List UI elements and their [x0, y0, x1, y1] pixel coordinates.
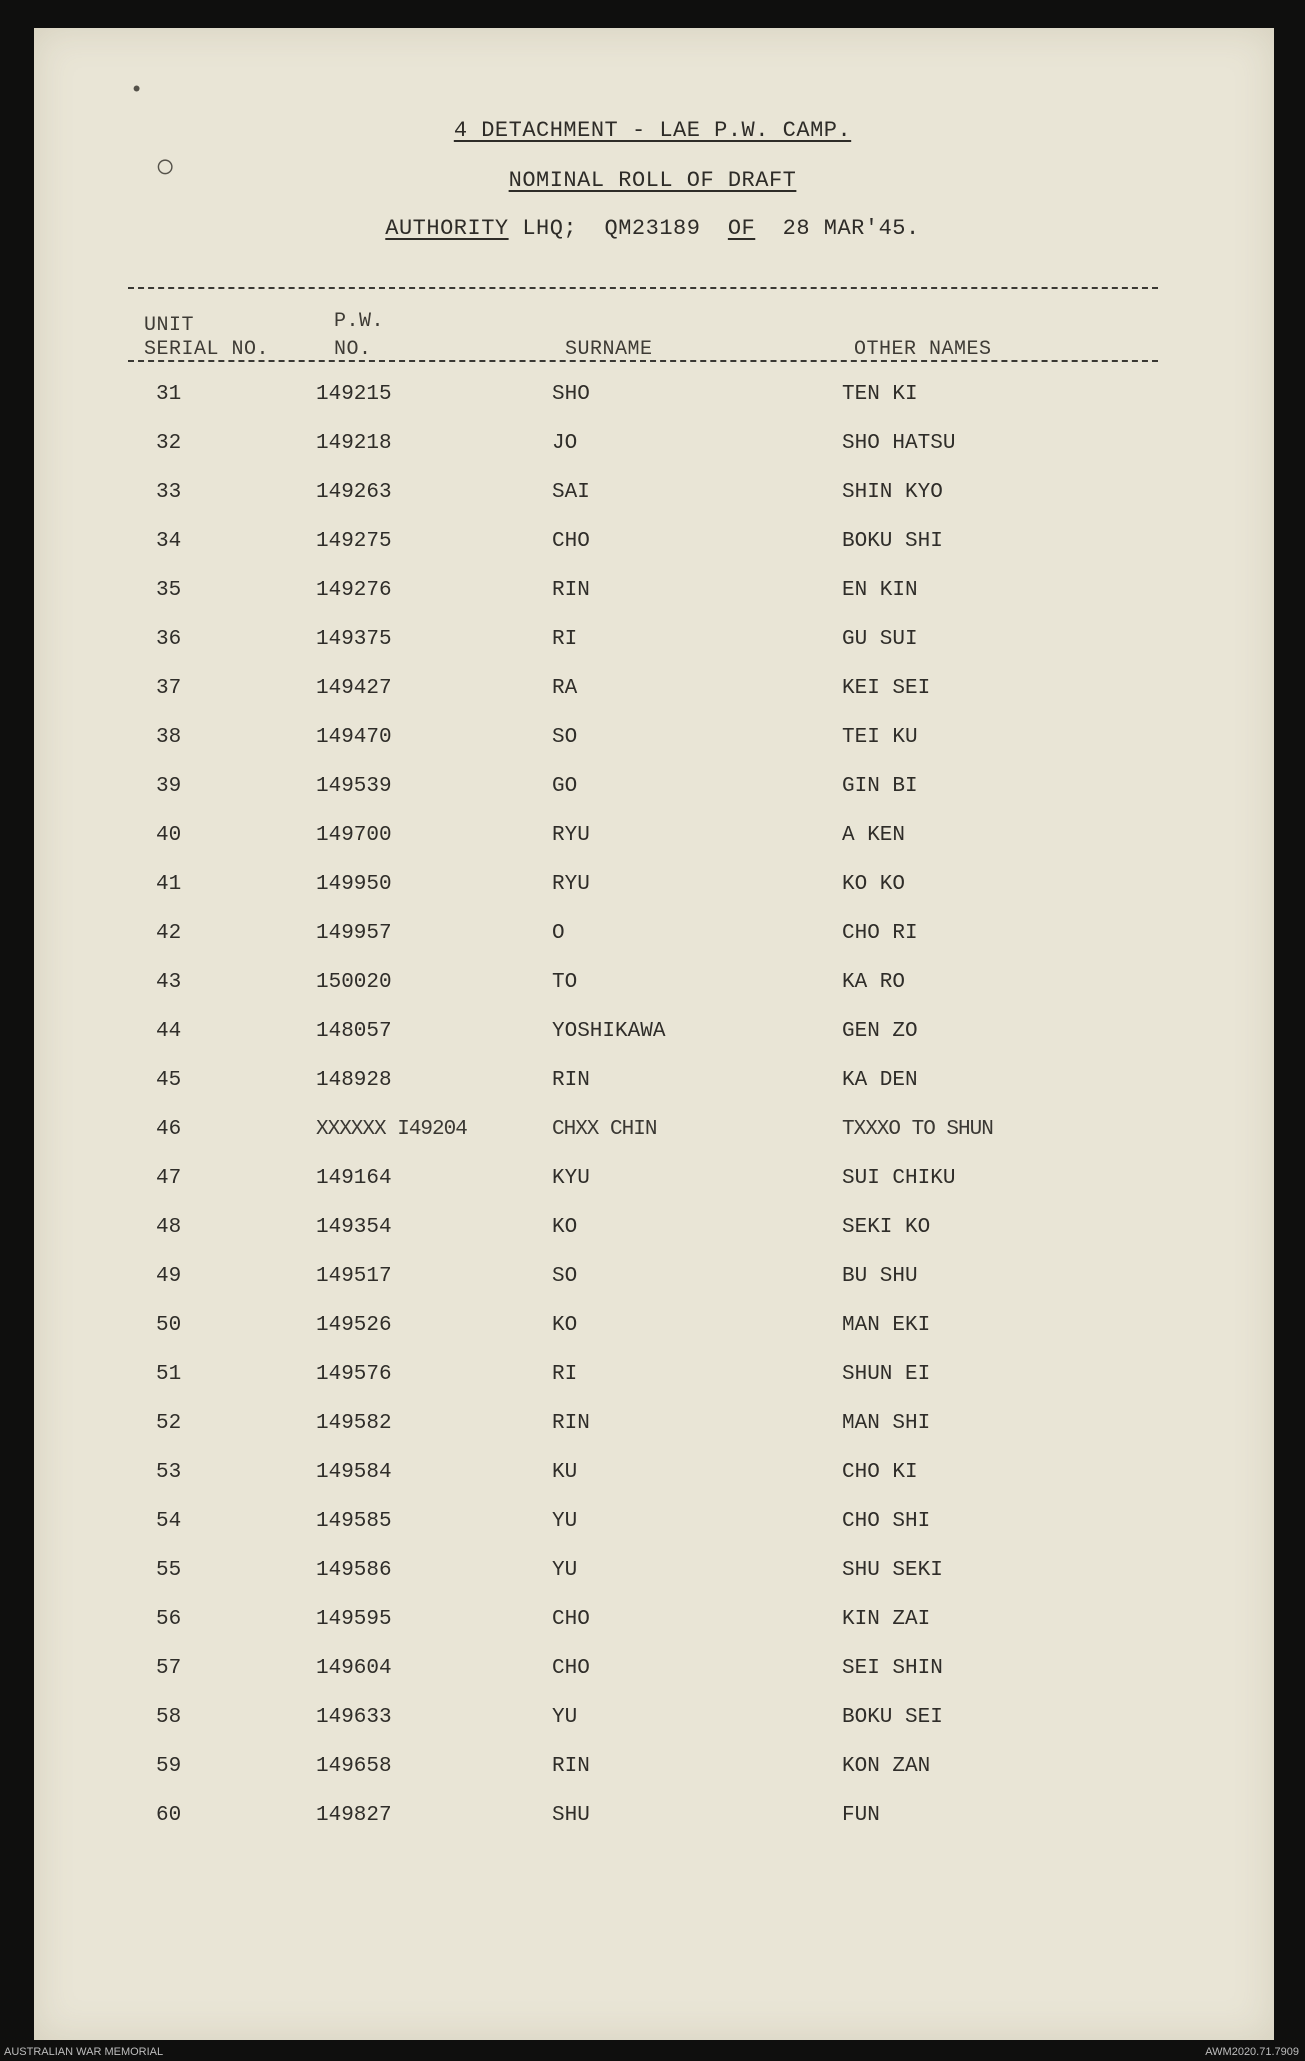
pw-number-cell: 148057 — [316, 1020, 392, 1043]
pw-number-cell: 149218 — [316, 432, 392, 455]
other-names-cell: SUI CHIKU — [842, 1167, 956, 1190]
other-names-cell: CHO KI — [842, 1461, 918, 1484]
other-names-cell: BU SHU — [842, 1265, 918, 1288]
table-row — [0, 1118, 1305, 1167]
unit-serial-cell: 60 — [156, 1804, 182, 1827]
pw-number-cell: 149576 — [316, 1363, 392, 1386]
unit-serial-cell: 56 — [156, 1608, 182, 1631]
pw-number-cell: XXXXXX I49204 — [316, 1118, 467, 1141]
table-row — [0, 1706, 1305, 1755]
other-names-cell: SHU SEKI — [842, 1559, 943, 1582]
surname-cell: CHXX CHIN — [552, 1118, 657, 1141]
pw-number-cell: 149585 — [316, 1510, 392, 1533]
surname-cell: KO — [552, 1314, 578, 1337]
pin-mark: • — [130, 78, 144, 103]
pw-number-cell: 149957 — [316, 922, 392, 945]
other-names-cell: CHO SHI — [842, 1510, 931, 1533]
other-names-cell: A KEN — [842, 824, 906, 847]
pw-number-cell: 149164 — [316, 1167, 392, 1190]
pw-number-cell: 149700 — [316, 824, 392, 847]
table-row — [0, 1363, 1305, 1412]
unit-serial-cell: 33 — [156, 481, 182, 504]
surname-cell: KU — [552, 1461, 578, 1484]
col-header-unit-1: UNIT — [144, 314, 195, 337]
punch-hole-mark: ○ — [155, 150, 176, 188]
col-header-unit-2: SERIAL NO. — [144, 338, 270, 361]
other-names-cell: KEI SEI — [842, 677, 931, 700]
pw-number-cell: 149263 — [316, 481, 392, 504]
table-row — [0, 1216, 1305, 1265]
surname-cell: CHO — [552, 530, 590, 553]
table-row — [0, 726, 1305, 775]
surname-cell: RIN — [552, 1069, 590, 1092]
unit-serial-cell: 50 — [156, 1314, 182, 1337]
surname-cell: CHO — [552, 1608, 590, 1631]
pw-number-cell: 149595 — [316, 1608, 392, 1631]
surname-cell: RI — [552, 1363, 578, 1386]
pw-number-cell: 149633 — [316, 1706, 392, 1729]
pw-number-cell: 148928 — [316, 1069, 392, 1092]
unit-serial-cell: 55 — [156, 1559, 182, 1582]
surname-cell: YOSHIKAWA — [552, 1020, 666, 1043]
unit-serial-cell: 35 — [156, 579, 182, 602]
other-names-cell: GEN ZO — [842, 1020, 918, 1043]
surname-cell: TO — [552, 971, 578, 994]
document-subtitle: NOMINAL ROLL OF DRAFT — [508, 168, 797, 193]
other-names-cell: GU SUI — [842, 628, 918, 651]
unit-serial-cell: 31 — [156, 383, 182, 406]
unit-serial-cell: 43 — [156, 971, 182, 994]
other-names-cell: BOKU SHI — [842, 530, 943, 553]
table-row — [0, 1461, 1305, 1510]
unit-serial-cell: 41 — [156, 873, 182, 896]
unit-serial-cell: 44 — [156, 1020, 182, 1043]
other-names-cell: SHO HATSU — [842, 432, 956, 455]
table-row — [0, 1412, 1305, 1461]
table-row — [0, 383, 1305, 432]
surname-cell: O — [552, 922, 565, 945]
pw-number-cell: 149582 — [316, 1412, 392, 1435]
pw-number-cell: 149275 — [316, 530, 392, 553]
other-names-cell: SEI SHIN — [842, 1657, 943, 1680]
table-row — [0, 1608, 1305, 1657]
pw-number-cell: 149539 — [316, 775, 392, 798]
unit-serial-cell: 42 — [156, 922, 182, 945]
unit-serial-cell: 34 — [156, 530, 182, 553]
other-names-cell: SEKI KO — [842, 1216, 931, 1239]
pw-number-cell: 149586 — [316, 1559, 392, 1582]
table-row — [0, 1020, 1305, 1069]
other-names-cell: KO KO — [842, 873, 906, 896]
header-divider — [128, 287, 1158, 289]
pw-number-cell: 149215 — [316, 383, 392, 406]
authority-line — [0, 216, 1305, 241]
table-row — [0, 1314, 1305, 1363]
pw-number-cell: 149658 — [316, 1755, 392, 1778]
other-names-cell: MAN EKI — [842, 1314, 931, 1337]
authority-text: LHQ; — [522, 216, 578, 241]
unit-serial-cell: 54 — [156, 1510, 182, 1533]
other-names-cell: SHIN KYO — [842, 481, 943, 504]
pw-number-cell: 149827 — [316, 1804, 392, 1827]
pw-number-cell: 149375 — [316, 628, 392, 651]
unit-serial-cell: 47 — [156, 1167, 182, 1190]
authority-of: OF — [727, 216, 756, 241]
table-row — [0, 579, 1305, 628]
surname-cell: JO — [552, 432, 578, 455]
footer-accession: AWM2020.71.7909 — [1205, 2046, 1299, 2058]
table-row — [0, 628, 1305, 677]
surname-cell: SHU — [552, 1804, 590, 1827]
pw-number-cell: 150020 — [316, 971, 392, 994]
pw-number-cell: 149470 — [316, 726, 392, 749]
unit-serial-cell: 39 — [156, 775, 182, 798]
table-row — [0, 775, 1305, 824]
table-row — [0, 922, 1305, 971]
other-names-cell: GIN BI — [842, 775, 918, 798]
pw-number-cell: 149604 — [316, 1657, 392, 1680]
table-row — [0, 1657, 1305, 1706]
other-names-cell: MAN SHI — [842, 1412, 931, 1435]
col-header-other-names: OTHER NAMES — [854, 338, 992, 361]
table-row — [0, 824, 1305, 873]
pw-number-cell: 149584 — [316, 1461, 392, 1484]
table-row — [0, 432, 1305, 481]
surname-cell: RA — [552, 677, 578, 700]
surname-cell: RIN — [552, 579, 590, 602]
table-row — [0, 481, 1305, 530]
other-names-cell: KA DEN — [842, 1069, 918, 1092]
table-row — [0, 1755, 1305, 1804]
col-header-pw-2: NO. — [334, 338, 372, 361]
table-row — [0, 1167, 1305, 1216]
surname-cell: SHO — [552, 383, 590, 406]
table-row — [0, 1804, 1305, 1853]
other-names-cell: BOKU SEI — [842, 1706, 943, 1729]
surname-cell: SAI — [552, 481, 590, 504]
surname-cell: KO — [552, 1216, 578, 1239]
table-row — [0, 1559, 1305, 1608]
unit-serial-cell: 49 — [156, 1265, 182, 1288]
pw-number-cell: 149517 — [316, 1265, 392, 1288]
unit-serial-cell: 48 — [156, 1216, 182, 1239]
surname-cell: YU — [552, 1706, 578, 1729]
table-row — [0, 1069, 1305, 1118]
authority-label: AUTHORITY — [385, 216, 509, 241]
unit-serial-cell: 37 — [156, 677, 182, 700]
surname-cell: RIN — [552, 1755, 590, 1778]
col-header-pw-1: P.W. — [334, 310, 385, 333]
unit-serial-cell: 52 — [156, 1412, 182, 1435]
unit-serial-cell: 38 — [156, 726, 182, 749]
table-row — [0, 971, 1305, 1020]
nominal-roll-table — [0, 383, 1305, 1853]
unit-serial-cell: 36 — [156, 628, 182, 651]
surname-cell: RYU — [552, 824, 590, 847]
unit-serial-cell: 59 — [156, 1755, 182, 1778]
pw-number-cell: 149276 — [316, 579, 392, 602]
footer-credit: AUSTRALIAN WAR MEMORIAL — [4, 2046, 164, 2058]
other-names-cell: FUN — [842, 1804, 880, 1827]
surname-cell: RYU — [552, 873, 590, 896]
surname-cell: GO — [552, 775, 578, 798]
surname-cell: RI — [552, 628, 578, 651]
unit-serial-cell: 58 — [156, 1706, 182, 1729]
table-row — [0, 873, 1305, 922]
other-names-cell: KON ZAN — [842, 1755, 931, 1778]
authority-ref: QM23189 — [604, 216, 701, 241]
pw-number-cell: 149950 — [316, 873, 392, 896]
authority-date: 28 MAR'45. — [782, 216, 920, 241]
unit-serial-cell: 40 — [156, 824, 182, 847]
surname-cell: SO — [552, 1265, 578, 1288]
other-names-cell: SHUN EI — [842, 1363, 931, 1386]
table-row — [0, 530, 1305, 579]
other-names-cell: TEI KU — [842, 726, 918, 749]
other-names-cell: EN KIN — [842, 579, 918, 602]
surname-cell: RIN — [552, 1412, 590, 1435]
column-header-underline — [128, 360, 1158, 362]
other-names-cell: KA RO — [842, 971, 906, 994]
surname-cell: SO — [552, 726, 578, 749]
unit-serial-cell: 46 — [156, 1118, 182, 1141]
unit-serial-cell: 32 — [156, 432, 182, 455]
unit-serial-cell: 45 — [156, 1069, 182, 1092]
table-row — [0, 1510, 1305, 1559]
pw-number-cell: 149526 — [316, 1314, 392, 1337]
other-names-cell: KIN ZAI — [842, 1608, 931, 1631]
surname-cell: CHO — [552, 1657, 590, 1680]
unit-serial-cell: 53 — [156, 1461, 182, 1484]
surname-cell: YU — [552, 1510, 578, 1533]
document-title: 4 DETACHMENT - LAE P.W. CAMP. — [453, 118, 852, 143]
table-row — [0, 1265, 1305, 1314]
other-names-cell: TXXXO TO SHUN — [842, 1118, 993, 1141]
surname-cell: KYU — [552, 1167, 590, 1190]
pw-number-cell: 149427 — [316, 677, 392, 700]
col-header-surname: SURNAME — [565, 338, 653, 361]
unit-serial-cell: 57 — [156, 1657, 182, 1680]
other-names-cell: CHO RI — [842, 922, 918, 945]
table-row — [0, 677, 1305, 726]
other-names-cell: TEN KI — [842, 383, 918, 406]
surname-cell: YU — [552, 1559, 578, 1582]
unit-serial-cell: 51 — [156, 1363, 182, 1386]
pw-number-cell: 149354 — [316, 1216, 392, 1239]
